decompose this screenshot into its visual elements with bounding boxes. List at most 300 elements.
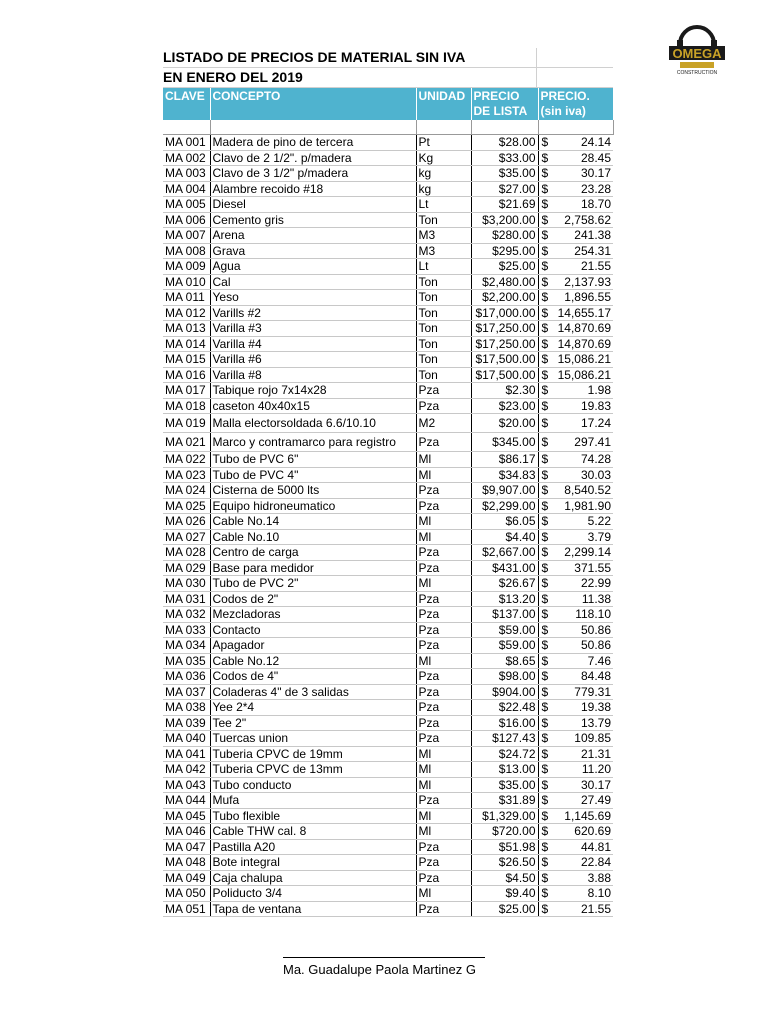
currency-symbol: $	[541, 560, 549, 575]
currency-symbol: $	[541, 762, 549, 777]
row-precio-siniva	[538, 684, 613, 700]
siniva-value: 13.79	[580, 715, 611, 730]
siniva-value: 14,870.69	[557, 336, 611, 351]
siniva-value: 21.31	[580, 746, 611, 761]
siniva-value: 50.86	[580, 622, 611, 637]
row-clave: MA 006	[163, 212, 210, 228]
row-unidad: Ton	[416, 290, 471, 306]
currency-symbol: $	[541, 793, 549, 808]
row-precio-siniva	[538, 870, 613, 886]
row-precio-lista: $20.00	[471, 414, 538, 433]
row-concepto: Tuberia CPVC de 13mm	[210, 762, 416, 778]
header-unidad: UNIDAD	[416, 88, 471, 120]
row-unidad: Pza	[416, 715, 471, 731]
table-row	[163, 638, 613, 654]
row-concepto: Centro de carga	[210, 545, 416, 561]
row-clave: MA 015	[163, 352, 210, 368]
row-precio-siniva	[538, 715, 613, 731]
row-concepto: Poliducto 3/4	[210, 886, 416, 902]
row-precio-lista: $25.00	[471, 901, 538, 917]
row-concepto: Tabique rojo 7x14x28	[210, 383, 416, 399]
siniva-value: 8.10	[587, 886, 611, 901]
row-clave: MA 030	[163, 576, 210, 592]
row-concepto: Mufa	[210, 793, 416, 809]
row-precio-lista: $127.43	[471, 731, 538, 747]
row-clave: MA 037	[163, 684, 210, 700]
row-concepto: Pastilla A20	[210, 839, 416, 855]
table-row	[163, 746, 613, 762]
row-precio-lista: $2,667.00	[471, 545, 538, 561]
row-clave: MA 025	[163, 498, 210, 514]
currency-symbol: $	[541, 243, 549, 258]
row-precio-lista: $431.00	[471, 560, 538, 576]
row-precio-lista: $6.05	[471, 514, 538, 530]
currency-symbol: $	[541, 383, 549, 398]
row-precio-siniva	[538, 808, 613, 824]
currency-symbol: $	[541, 228, 549, 243]
row-unidad: Pt	[416, 135, 471, 151]
siniva-value: 620.69	[574, 824, 611, 839]
row-concepto: Clavo de 3 1/2" p/madera	[210, 166, 416, 182]
table-row	[163, 433, 613, 452]
row-unidad: Ml	[416, 824, 471, 840]
row-concepto: Cal	[210, 274, 416, 290]
row-precio-siniva	[538, 321, 613, 337]
currency-symbol: $	[541, 435, 549, 449]
currency-symbol: $	[541, 638, 549, 653]
row-concepto: Tubo conducto	[210, 777, 416, 793]
table-row	[163, 901, 613, 917]
siniva-value: 3.79	[587, 529, 611, 544]
row-concepto: Bote integral	[210, 855, 416, 871]
currency-symbol: $	[541, 653, 549, 668]
row-precio-siniva	[538, 181, 613, 197]
row-precio-lista: $137.00	[471, 607, 538, 623]
row-precio-lista: $4.50	[471, 870, 538, 886]
row-precio-lista: $25.00	[471, 259, 538, 275]
row-precio-siniva	[538, 886, 613, 902]
logo-subtext: CONSTRUCTION	[676, 70, 718, 76]
currency-symbol: $	[541, 731, 549, 746]
currency-symbol: $	[541, 746, 549, 761]
row-clave: MA 040	[163, 731, 210, 747]
currency-symbol: $	[541, 352, 549, 367]
currency-symbol: $	[541, 529, 549, 544]
row-clave: MA 005	[163, 197, 210, 213]
siniva-value: 44.81	[580, 839, 611, 854]
row-precio-siniva	[538, 414, 613, 433]
row-unidad: M3	[416, 228, 471, 244]
row-concepto: Clavo de 2 1/2". p/madera	[210, 150, 416, 166]
siniva-value: 21.55	[580, 901, 611, 916]
row-clave: MA 013	[163, 321, 210, 337]
row-concepto: Codos de 2"	[210, 591, 416, 607]
table-row	[163, 560, 613, 576]
row-concepto: Varilla #8	[210, 367, 416, 383]
row-precio-lista: $13.20	[471, 591, 538, 607]
row-concepto: Varilla #3	[210, 321, 416, 337]
siniva-value: 19.83	[580, 398, 611, 413]
row-unidad: Pza	[416, 560, 471, 576]
currency-symbol: $	[541, 197, 549, 212]
currency-symbol: $	[541, 181, 549, 196]
row-precio-lista: $21.69	[471, 197, 538, 213]
siniva-value: 1,145.69	[564, 808, 611, 823]
siniva-value: 84.48	[580, 669, 611, 684]
row-precio-lista: $1,329.00	[471, 808, 538, 824]
siniva-value: 2,758.62	[564, 212, 611, 227]
row-clave: MA 049	[163, 870, 210, 886]
row-concepto: Grava	[210, 243, 416, 259]
row-precio-siniva	[538, 135, 613, 151]
row-precio-lista: $904.00	[471, 684, 538, 700]
header-row	[163, 88, 613, 120]
row-concepto: Caja chalupa	[210, 870, 416, 886]
blank-row	[163, 120, 613, 135]
table-row	[163, 715, 613, 731]
table-row	[163, 684, 613, 700]
title-text-1: LISTADO DE PRECIOS DE MATERIAL SIN IVA	[163, 49, 466, 65]
row-precio-lista: $280.00	[471, 228, 538, 244]
row-unidad: Ml	[416, 777, 471, 793]
siniva-value: 109.85	[574, 731, 611, 746]
row-precio-lista: $720.00	[471, 824, 538, 840]
row-precio-siniva	[538, 591, 613, 607]
siniva-value: 22.99	[580, 576, 611, 591]
currency-symbol: $	[541, 607, 549, 622]
row-unidad: Ml	[416, 576, 471, 592]
table-row	[163, 498, 613, 514]
row-unidad: Ml	[416, 467, 471, 483]
row-clave: MA 043	[163, 777, 210, 793]
row-precio-siniva	[538, 793, 613, 809]
currency-symbol: $	[541, 274, 549, 289]
row-concepto: Apagador	[210, 638, 416, 654]
table-row	[163, 181, 613, 197]
currency-symbol: $	[541, 855, 549, 870]
row-concepto: Diesel	[210, 197, 416, 213]
row-concepto: Yeso	[210, 290, 416, 306]
row-clave: MA 017	[163, 383, 210, 399]
row-precio-siniva	[538, 290, 613, 306]
row-precio-siniva	[538, 638, 613, 654]
row-unidad: Pza	[416, 622, 471, 638]
row-concepto: Marco y contramarco para registro	[210, 433, 416, 452]
row-clave: MA 022	[163, 452, 210, 468]
row-unidad: M2	[416, 414, 471, 433]
row-concepto: caseton 40x40x15	[210, 398, 416, 414]
table-row	[163, 529, 613, 545]
currency-symbol: $	[541, 715, 549, 730]
table-row	[163, 855, 613, 871]
siniva-value: 22.84	[580, 855, 611, 870]
siniva-value: 1.98	[587, 383, 611, 398]
siniva-value: 18.70	[580, 197, 611, 212]
row-clave: MA 002	[163, 150, 210, 166]
row-precio-lista: $26.67	[471, 576, 538, 592]
table-row	[163, 777, 613, 793]
row-unidad: Ml	[416, 762, 471, 778]
row-precio-siniva	[538, 514, 613, 530]
siniva-value: 3.88	[587, 870, 611, 885]
currency-symbol: $	[541, 166, 549, 181]
currency-symbol: $	[541, 808, 549, 823]
table-row	[163, 731, 613, 747]
row-concepto: Contacto	[210, 622, 416, 638]
price-list-sheet	[163, 48, 613, 917]
row-concepto: Tubo flexible	[210, 808, 416, 824]
siniva-value: 28.45	[580, 150, 611, 165]
header-concepto: CONCEPTO	[210, 88, 416, 120]
row-precio-lista: $98.00	[471, 669, 538, 685]
logo-text: OMEGA	[672, 46, 722, 61]
row-unidad: Pza	[416, 839, 471, 855]
currency-symbol: $	[541, 824, 549, 839]
currency-symbol: $	[541, 669, 549, 684]
row-clave: MA 024	[163, 483, 210, 499]
siniva-value: 254.31	[574, 243, 611, 258]
row-precio-siniva	[538, 855, 613, 871]
row-precio-lista: $345.00	[471, 433, 538, 452]
currency-symbol: $	[541, 514, 549, 529]
currency-symbol: $	[541, 398, 549, 413]
table-row	[163, 367, 613, 383]
currency-symbol: $	[541, 886, 549, 901]
row-concepto: Tuberia CPVC de 19mm	[210, 746, 416, 762]
row-clave: MA 016	[163, 367, 210, 383]
currency-symbol: $	[541, 700, 549, 715]
table-row	[163, 166, 613, 182]
row-unidad: Lt	[416, 197, 471, 213]
row-clave: MA 010	[163, 274, 210, 290]
row-unidad: Kg	[416, 150, 471, 166]
row-precio-siniva	[538, 576, 613, 592]
siniva-value: 30.17	[580, 166, 611, 181]
siniva-value: 14,655.17	[557, 305, 611, 320]
row-precio-siniva	[538, 452, 613, 468]
siniva-value: 11.38	[581, 591, 611, 606]
siniva-value: 17.24	[580, 416, 611, 430]
row-unidad: Pza	[416, 684, 471, 700]
row-unidad: Pza	[416, 669, 471, 685]
row-concepto: Base para medidor	[210, 560, 416, 576]
siniva-value: 27.49	[580, 793, 611, 808]
currency-symbol: $	[541, 367, 549, 382]
row-clave: MA 003	[163, 166, 210, 182]
currency-symbol: $	[541, 498, 549, 513]
row-clave: MA 008	[163, 243, 210, 259]
row-unidad: Pza	[416, 545, 471, 561]
table-row	[163, 135, 613, 151]
row-unidad: Pza	[416, 901, 471, 917]
siniva-value: 14,870.69	[557, 321, 611, 336]
row-precio-siniva	[538, 398, 613, 414]
row-precio-lista: $16.00	[471, 715, 538, 731]
row-precio-lista: $2.30	[471, 383, 538, 399]
currency-symbol: $	[541, 336, 549, 351]
title-line-1	[163, 48, 613, 68]
table-row	[163, 414, 613, 433]
row-unidad: Pza	[416, 793, 471, 809]
table-row	[163, 305, 613, 321]
table-row	[163, 545, 613, 561]
siniva-value: 30.03	[580, 467, 611, 482]
row-precio-lista: $2,480.00	[471, 274, 538, 290]
row-precio-lista: $34.83	[471, 467, 538, 483]
row-clave: MA 007	[163, 228, 210, 244]
table-row	[163, 243, 613, 259]
row-unidad: Ton	[416, 274, 471, 290]
row-clave: MA 026	[163, 514, 210, 530]
row-precio-lista: $17,500.00	[471, 352, 538, 368]
row-clave: MA 032	[163, 607, 210, 623]
row-unidad: M3	[416, 243, 471, 259]
row-precio-siniva	[538, 653, 613, 669]
currency-symbol: $	[541, 259, 549, 274]
row-concepto: Tee 2"	[210, 715, 416, 731]
row-concepto: Cisterna de 5000 lts	[210, 483, 416, 499]
currency-symbol: $	[541, 622, 549, 637]
row-precio-siniva	[538, 274, 613, 290]
table-row	[163, 321, 613, 337]
row-clave: MA 036	[163, 669, 210, 685]
table-row	[163, 886, 613, 902]
row-precio-siniva	[538, 746, 613, 762]
siniva-value: 1,896.55	[564, 290, 611, 305]
row-clave: MA 045	[163, 808, 210, 824]
row-unidad: Ton	[416, 336, 471, 352]
title-line-2	[163, 68, 613, 88]
row-precio-siniva	[538, 433, 613, 452]
header-precio-siniva: PRECIO. (sin iva)	[538, 88, 613, 120]
row-precio-siniva	[538, 824, 613, 840]
siniva-value: 297.41	[574, 435, 611, 449]
omega-logo	[666, 18, 728, 78]
row-precio-lista: $59.00	[471, 622, 538, 638]
row-precio-siniva	[538, 560, 613, 576]
siniva-value: 24.14	[580, 135, 611, 150]
row-unidad: Pza	[416, 398, 471, 414]
table-row	[163, 274, 613, 290]
row-clave: MA 031	[163, 591, 210, 607]
row-unidad: Ml	[416, 653, 471, 669]
siniva-value: 15,086.21	[557, 367, 611, 382]
row-clave: MA 041	[163, 746, 210, 762]
siniva-value: 74.28	[580, 452, 611, 467]
row-unidad: kg	[416, 181, 471, 197]
row-precio-siniva	[538, 483, 613, 499]
row-precio-lista: $9,907.00	[471, 483, 538, 499]
row-clave: MA 028	[163, 545, 210, 561]
row-precio-lista: $2,200.00	[471, 290, 538, 306]
row-precio-lista: $23.00	[471, 398, 538, 414]
siniva-value: 23.28	[580, 181, 611, 196]
signature-name: Ma. Guadalupe Paola Martinez G	[283, 962, 476, 977]
row-precio-siniva	[538, 352, 613, 368]
siniva-value: 1,981.90	[564, 498, 611, 513]
row-precio-lista: $4.40	[471, 529, 538, 545]
row-unidad: Ton	[416, 367, 471, 383]
row-precio-lista: $17,000.00	[471, 305, 538, 321]
row-unidad: Pza	[416, 483, 471, 499]
signature-line	[283, 957, 485, 958]
table-row	[163, 607, 613, 623]
table-row	[163, 591, 613, 607]
currency-symbol: $	[541, 150, 549, 165]
header-precio-lista: PRECIO DE LISTA	[471, 88, 538, 120]
row-precio-siniva	[538, 839, 613, 855]
row-concepto: Codos de 4"	[210, 669, 416, 685]
row-unidad: Ton	[416, 212, 471, 228]
siniva-value: 19.38	[580, 700, 611, 715]
row-precio-lista: $51.98	[471, 839, 538, 855]
row-concepto: Yee 2*4	[210, 700, 416, 716]
row-clave: MA 033	[163, 622, 210, 638]
row-unidad: Pza	[416, 855, 471, 871]
row-precio-lista: $86.17	[471, 452, 538, 468]
row-clave: MA 027	[163, 529, 210, 545]
siniva-value: 8,540.52	[564, 483, 611, 498]
currency-symbol: $	[541, 839, 549, 854]
siniva-value: 118.10	[575, 607, 611, 622]
row-concepto: Agua	[210, 259, 416, 275]
currency-symbol: $	[541, 305, 549, 320]
row-concepto: Cable No.10	[210, 529, 416, 545]
row-unidad: Ml	[416, 452, 471, 468]
row-unidad: Ml	[416, 529, 471, 545]
table-row	[163, 383, 613, 399]
currency-symbol: $	[541, 576, 549, 591]
currency-symbol: $	[541, 777, 549, 792]
row-concepto: Tapa de ventana	[210, 901, 416, 917]
row-unidad: Pza	[416, 383, 471, 399]
table-row	[163, 824, 613, 840]
row-precio-siniva	[538, 197, 613, 213]
table-row	[163, 622, 613, 638]
currency-symbol: $	[541, 684, 549, 699]
row-clave: MA 051	[163, 901, 210, 917]
row-unidad: Ton	[416, 305, 471, 321]
row-precio-lista: $295.00	[471, 243, 538, 259]
row-precio-siniva	[538, 731, 613, 747]
row-precio-siniva	[538, 622, 613, 638]
row-precio-lista: $35.00	[471, 166, 538, 182]
row-concepto: Cemento gris	[210, 212, 416, 228]
title-text-2: EN ENERO DEL 2019	[163, 69, 303, 85]
siniva-value: 21.55	[580, 259, 611, 274]
siniva-value: 5.22	[587, 514, 611, 529]
row-concepto: Malla electorsoldada 6.6/10.10	[210, 414, 416, 433]
row-precio-siniva	[538, 336, 613, 352]
row-clave: MA 004	[163, 181, 210, 197]
row-precio-siniva	[538, 762, 613, 778]
row-unidad: Ton	[416, 321, 471, 337]
row-clave: MA 042	[163, 762, 210, 778]
table-row	[163, 352, 613, 368]
row-clave: MA 011	[163, 290, 210, 306]
price-table	[163, 88, 614, 917]
row-unidad: Lt	[416, 259, 471, 275]
table-row	[163, 808, 613, 824]
row-clave: MA 023	[163, 467, 210, 483]
row-concepto: Cable No.12	[210, 653, 416, 669]
row-unidad: Ml	[416, 746, 471, 762]
row-concepto: Tubo de PVC 2"	[210, 576, 416, 592]
row-concepto: Cable THW cal. 8	[210, 824, 416, 840]
row-unidad: Pza	[416, 607, 471, 623]
row-precio-siniva	[538, 467, 613, 483]
row-precio-lista: $17,500.00	[471, 367, 538, 383]
